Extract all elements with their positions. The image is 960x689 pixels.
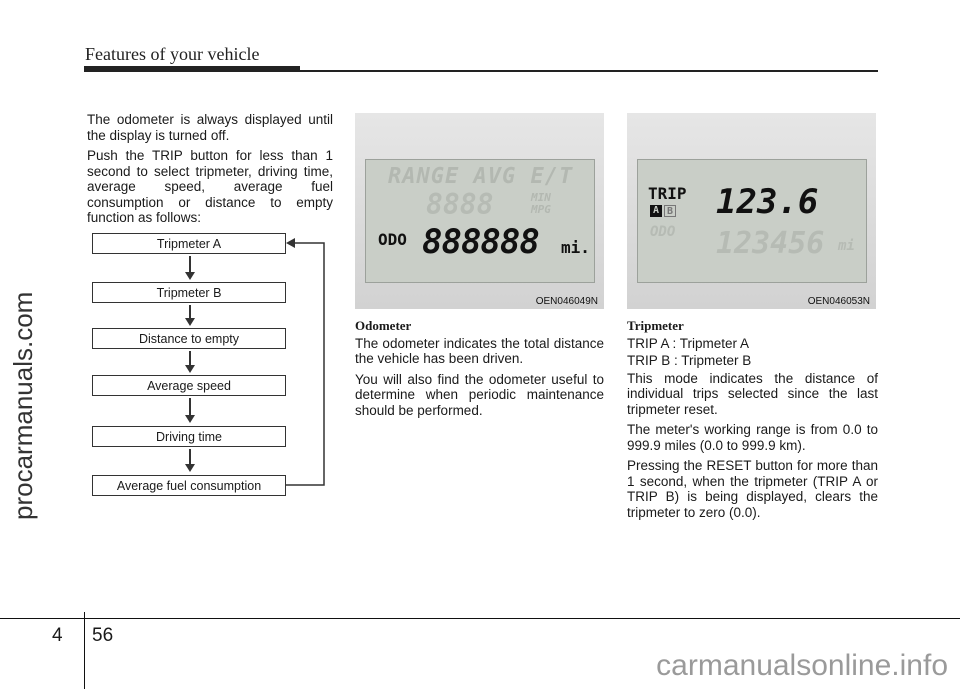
odometer-paragraph-1: The odometer indicates the total distance the vehicle has been driven.	[355, 335, 604, 366]
arrowhead-2	[185, 318, 195, 326]
flow-box-average-fuel-consumption: Average fuel consumption	[92, 475, 286, 496]
odo-ghost-top: RANGE AVG E/T	[388, 164, 574, 189]
tripmeter-lcd	[637, 159, 867, 283]
page-number: 56	[92, 625, 114, 646]
trip-ghost-digits: 123456	[716, 226, 825, 261]
intro-paragraph-2: Push the TRIP button for less than 1 second to select tripmeter, driving time, average speed, average fuel consumption or distance to empty function as follows:	[87, 148, 333, 225]
tripmeter-section	[627, 318, 878, 525]
footer-rule	[0, 618, 960, 619]
tripmeter-paragraph-3: Pressing the RESET button for more than 1 second, when the tripmeter (TRIP A or TRIP B) is being displayed, clears the tripmeter to zero (0.0).	[627, 458, 878, 520]
flow-box-driving-time: Driving time	[92, 426, 286, 447]
odometer-figure-code: OEN046049N	[535, 296, 598, 307]
trip-badge-a: A	[650, 205, 662, 217]
tripmeter-paragraph-1: This mode indicates the distance of individual trips selected since the last tripmeter reset.	[627, 370, 878, 417]
flow-box-distance-to-empty: Distance to empty	[92, 328, 286, 349]
odometer-heading: Odometer	[355, 318, 412, 333]
tripmeter-b-line: TRIP B : Tripmeter B	[627, 353, 752, 368]
tripmeter-paragraph-2: The meter's working range is from 0.0 to 999.9 miles (0.0 to 999.9 km).	[627, 422, 878, 453]
odo-digits: 888888	[422, 222, 539, 262]
flow-box-tripmeter-b: Tripmeter B	[92, 282, 286, 303]
chapter-number: 4	[52, 625, 63, 646]
footer-divider	[84, 612, 85, 689]
odometer-paragraph-2: You will also find the odometer useful to determine when periodic maintenance should be performed.	[355, 371, 604, 418]
bottom-watermark: carmanualsonline.info	[656, 649, 948, 682]
tripmeter-figure-code: OEN046053N	[807, 296, 870, 307]
flow-box-tripmeter-a: Tripmeter A	[92, 233, 286, 254]
odo-ghost-units: MIN MPG	[531, 191, 551, 216]
odo-label: ODO	[378, 230, 407, 249]
trip-ghost-unit: mi	[838, 238, 855, 254]
odo-unit: mi.	[561, 238, 590, 257]
arrowhead-3	[185, 365, 195, 373]
side-watermark: procarmanuals.com	[8, 291, 38, 520]
trip-badge-b: B	[664, 205, 676, 217]
odometer-figure	[355, 113, 604, 309]
arrowhead-5	[185, 464, 195, 472]
trip-label: TRIP	[648, 184, 687, 203]
odometer-section	[355, 318, 604, 423]
tripmeter-heading: Tripmeter	[627, 318, 684, 333]
arrowhead-4	[185, 415, 195, 423]
trip-digits: 123.6	[716, 182, 819, 222]
arrowhead-1	[185, 272, 195, 280]
trip-ghost-odo: ODO	[650, 224, 676, 240]
intro-paragraph-1: The odometer is always displayed until the display is turned off.	[87, 112, 333, 143]
flow-arrows	[0, 0, 340, 520]
flow-box-average-speed: Average speed	[92, 375, 286, 396]
tripmeter-a-line: TRIP A : Tripmeter A	[627, 335, 750, 351]
loop-arrowhead	[286, 238, 295, 248]
odo-ghost-digits: 8888	[426, 188, 494, 221]
odometer-lcd	[365, 159, 595, 283]
loop-back-line	[286, 243, 324, 485]
page-header-title: Features of your vehicle	[85, 44, 260, 64]
tripmeter-figure	[627, 113, 876, 309]
